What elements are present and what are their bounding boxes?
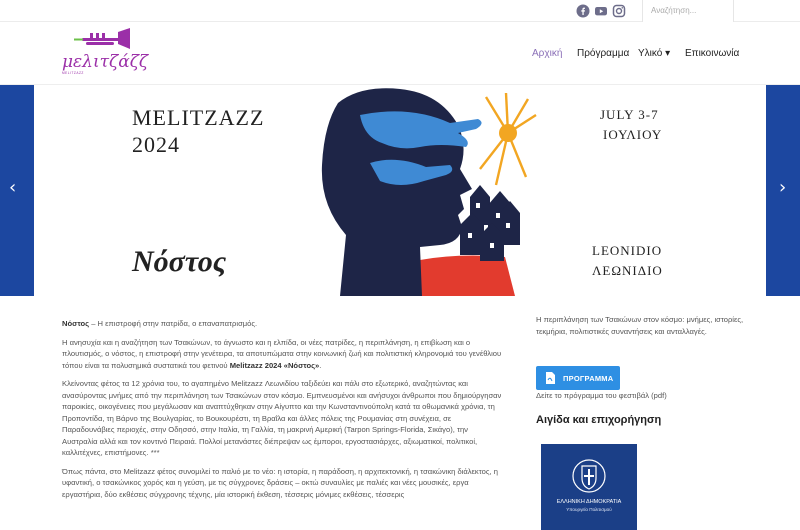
slider-prev-button[interactable]: [0, 85, 34, 296]
sponsor-heading: Αιγίδα και επιχορήγηση: [536, 414, 662, 426]
site-header: [0, 22, 800, 85]
hero-festival-name: Νόστος: [132, 245, 227, 278]
ministry-of-culture-logo[interactable]: [541, 444, 637, 530]
hero-place-line2: ΛΕΩΝΙΔΙΟ: [592, 263, 663, 278]
melitzazz-logo[interactable]: [60, 27, 155, 79]
youtube-icon[interactable]: [594, 4, 608, 18]
trumpet-icon: [74, 28, 130, 49]
paragraph-3: Κλείνοντας φέτος τα 12 χρόνια του, το αγαπημένο Melitzazz Λεωνιδίου ταξιδεύει και πάλι στο εξωτερικό, αναζητώντας και ανασύροντας μνήμες από την περιπλάνηση των Τσακώνων στον κόσμο. Εμπνευσμένοι και ανήσυχοι άνθρωποι που δημιούργησαν παροικίες, οικογένειες που μεγάλωσαν και αναπτύχθηκαν στην Αίγυπτο και την Κωνσταντινούπολη κατά τα οθωμανικά χρόνια, τη Προποντίδα, τη Βάρνο της Βουλγαρίας, το Βουκουρέστι, τη Βραΐλα και άλλες πόλεις της Ρουμανίας στη συνέχεια, σε Παραδουνάβιες περιοχές, στην Οδησσό, στην Ιταλία, τη Γαλλία, τη μακρινή Αμερική (Tarpon Springs-Florida, Σικάγο), την Αυστραλία αλλά και τον κοντινό Πειραιά. Πολλοί μετανάστες διέπρεψαν ως έμποροι, εργοστασιάρχες, αξιωματικοί, πολιτικοί, καλλιτέχνες, επιστήμονες. ***: [62, 379, 502, 457]
hero-place-line1: LEONIDIO: [592, 243, 663, 258]
paragraph-4: Όπως πάντα, στο Melitzazz φέτος συνομιλεί το παλιό με το νέο: η ιστορία, η παράδοση, η αρχιτεκτονική, η τσακώνικη διάλεκτος, η υφαντική, ο τσακώνικος χορός και η γεύση, με τις σύγχρονες δράσεις – οκτώ συναυλίες με παλιές και νέες μουσικές, εργα εργαστήρια, δύο εκθέσεις σύγχρονης τέχνης, μία ιστορική έκθεση, τέσσερις μόνιμες εκθέσεις, τέσσερις: [62, 466, 498, 499]
facebook-icon[interactable]: [576, 4, 590, 18]
chevron-right-icon: ›: [779, 177, 787, 198]
greek-emblem-icon: [571, 458, 607, 494]
paragraph-1: Νόστος – Η επιστροφή στην πατρίδα, ο επαναπατρισμός.: [62, 319, 258, 328]
sidebar-intro: Η περιπλάνηση των Τσακώνων στον κόσμο: μνήμες, ιστορίες, τεκμήρια, πολιτιστικές συναντήσεις και ανταλλαγές.: [536, 315, 744, 336]
nav-contact[interactable]: Επικοινωνία: [685, 48, 740, 59]
hero-title-line2: 2024: [132, 132, 180, 157]
chevron-left-icon: ‹: [9, 177, 17, 198]
hero-title-line1: MELITZAZZ: [132, 105, 265, 130]
article-body: [62, 318, 504, 507]
slider-next-button[interactable]: [766, 85, 800, 296]
top-bar: [0, 0, 800, 22]
nav-home[interactable]: Αρχική: [532, 48, 563, 59]
program-note: Δείτε το πρόγραμμα του φεστιβάλ (pdf): [536, 391, 667, 400]
hero-dates-line2: ΙΟΥΛΙΟΥ: [603, 127, 663, 142]
logo-text: μελιτζάζζ: [62, 52, 149, 72]
search-input[interactable]: Αναζήτηση...: [642, 0, 734, 22]
nav-material[interactable]: Υλικό ▾: [638, 48, 671, 59]
sponsor-line2: Υπουργείο Πολιτισμού: [566, 507, 612, 512]
hero-slider: [0, 85, 800, 296]
hero-dates-line1: JULY 3-7: [600, 107, 659, 122]
poster-illustration: [300, 85, 540, 296]
sponsor-line1: ΕΛΛΗΝΙΚΗ ΔΗΜΟΚΡΑΤΙΑ: [556, 499, 622, 505]
nav-program[interactable]: Πρόγραμμα: [577, 48, 630, 59]
program-pdf-button[interactable]: ΠΡΟΓΡΑΜΜΑ: [536, 366, 620, 390]
paragraph-2: Η ανησυχία και η αναζήτηση των Τσακώνων, το άγνωστο και η ελπίδα, οι νέες πατρίδες, η περιπλάνηση, η επιβίωση και ο πλουτισμός, ο νόστος, η επιστροφή στην γενέτειρα, τα αποτυπώματα στην κοινωνική ζωή και πολιτιστική κληρονομιά του γενέθλιου τόπου είναι τα πολυσημικά συστατικά του φετινού Melitzazz 2024 «Νόστος».: [62, 337, 502, 370]
instagram-icon[interactable]: [612, 4, 626, 18]
svg-text:MELITZAZZ: MELITZAZZ: [62, 71, 84, 75]
pdf-file-icon: [546, 372, 555, 384]
